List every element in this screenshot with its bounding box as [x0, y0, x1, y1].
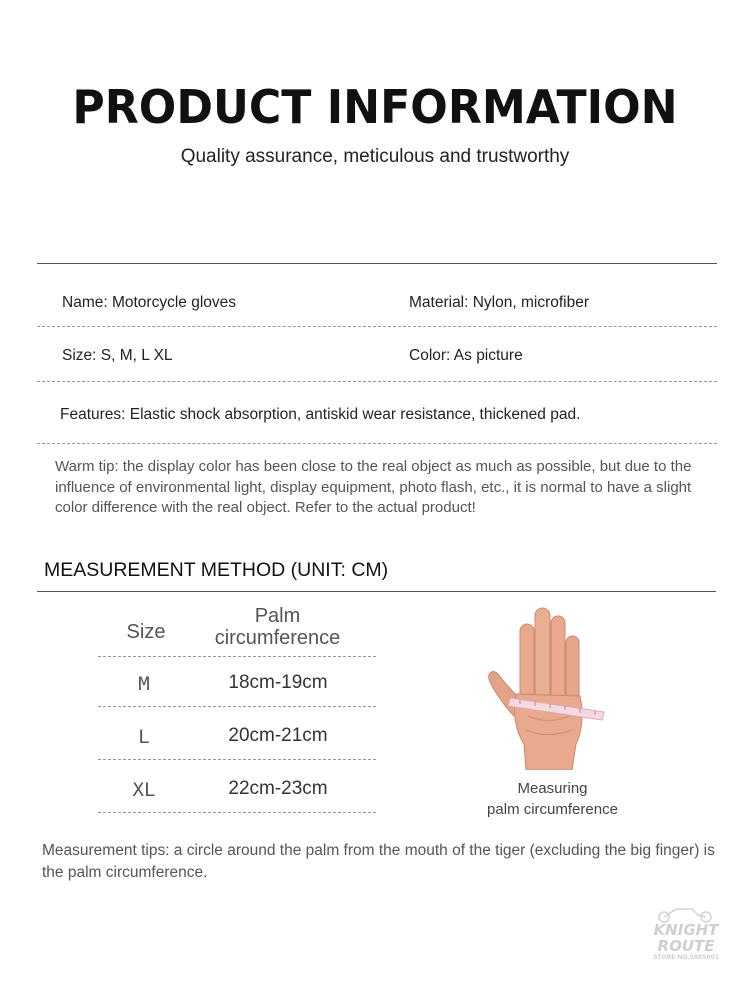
table-cell-value: 18cm-19cm [228, 672, 328, 693]
caption-line2: palm circumference [487, 801, 618, 818]
watermark-line2: ROUTE [657, 937, 715, 955]
page-title: PRODUCT INFORMATION [72, 80, 678, 134]
table-header-palm [200, 605, 355, 649]
table-cell-size: M [138, 673, 150, 695]
hand-measuring-illustration [480, 604, 610, 770]
table-divider [98, 706, 376, 707]
measurement-rule [37, 591, 716, 592]
info-features: Features: Elastic shock absorption, antiskid wear resistance, thickened pad. [60, 406, 581, 423]
caption-line1: Measuring [517, 780, 588, 797]
info-divider [37, 326, 717, 327]
watermark-line1: KNIGHT [653, 921, 719, 939]
table-divider [98, 656, 376, 657]
info-divider [37, 381, 717, 382]
info-material: Material: Nylon, microfiber [409, 294, 590, 311]
table-divider [98, 759, 376, 760]
measurement-title: MEASUREMENT METHOD (UNIT: CM) [44, 559, 389, 581]
store-watermark [630, 905, 742, 962]
table-cell-size: XL [132, 779, 156, 801]
table-header-palm-line2: circumference [214, 627, 341, 649]
warm-tip: Warm tip: the display color has been close to the real object as much as possible, but due to the influence of environmental light, display equipment, photo flash, etc., it is normal to have a slight color difference with the real object. Refer to the actual product! [55, 458, 692, 516]
table-divider [98, 812, 376, 813]
table-cell-value: 22cm-23cm [228, 778, 328, 799]
table-cell-size: L [138, 726, 150, 748]
info-divider [37, 443, 717, 444]
watermark-line3: STORE NO.5885801 [653, 954, 719, 961]
measurement-tips: Measurement tips: a circle around the palm from the mouth of the tiger (excluding the big finger) is the palm circumference. [42, 842, 715, 881]
table-cell-value: 20cm-21cm [228, 725, 328, 746]
illustration-caption [470, 778, 635, 820]
info-name: Name: Motorcycle gloves [62, 294, 237, 311]
hand-icon [489, 608, 582, 770]
info-size: Size: S, M, L XL [62, 347, 173, 364]
info-color: Color: As picture [409, 347, 523, 364]
page-subtitle: Quality assurance, meticulous and trustworthy [180, 146, 570, 167]
table-header-size: Size [126, 621, 166, 643]
info-top-rule [37, 263, 717, 264]
table-header-palm-line1: Palm [254, 605, 301, 627]
